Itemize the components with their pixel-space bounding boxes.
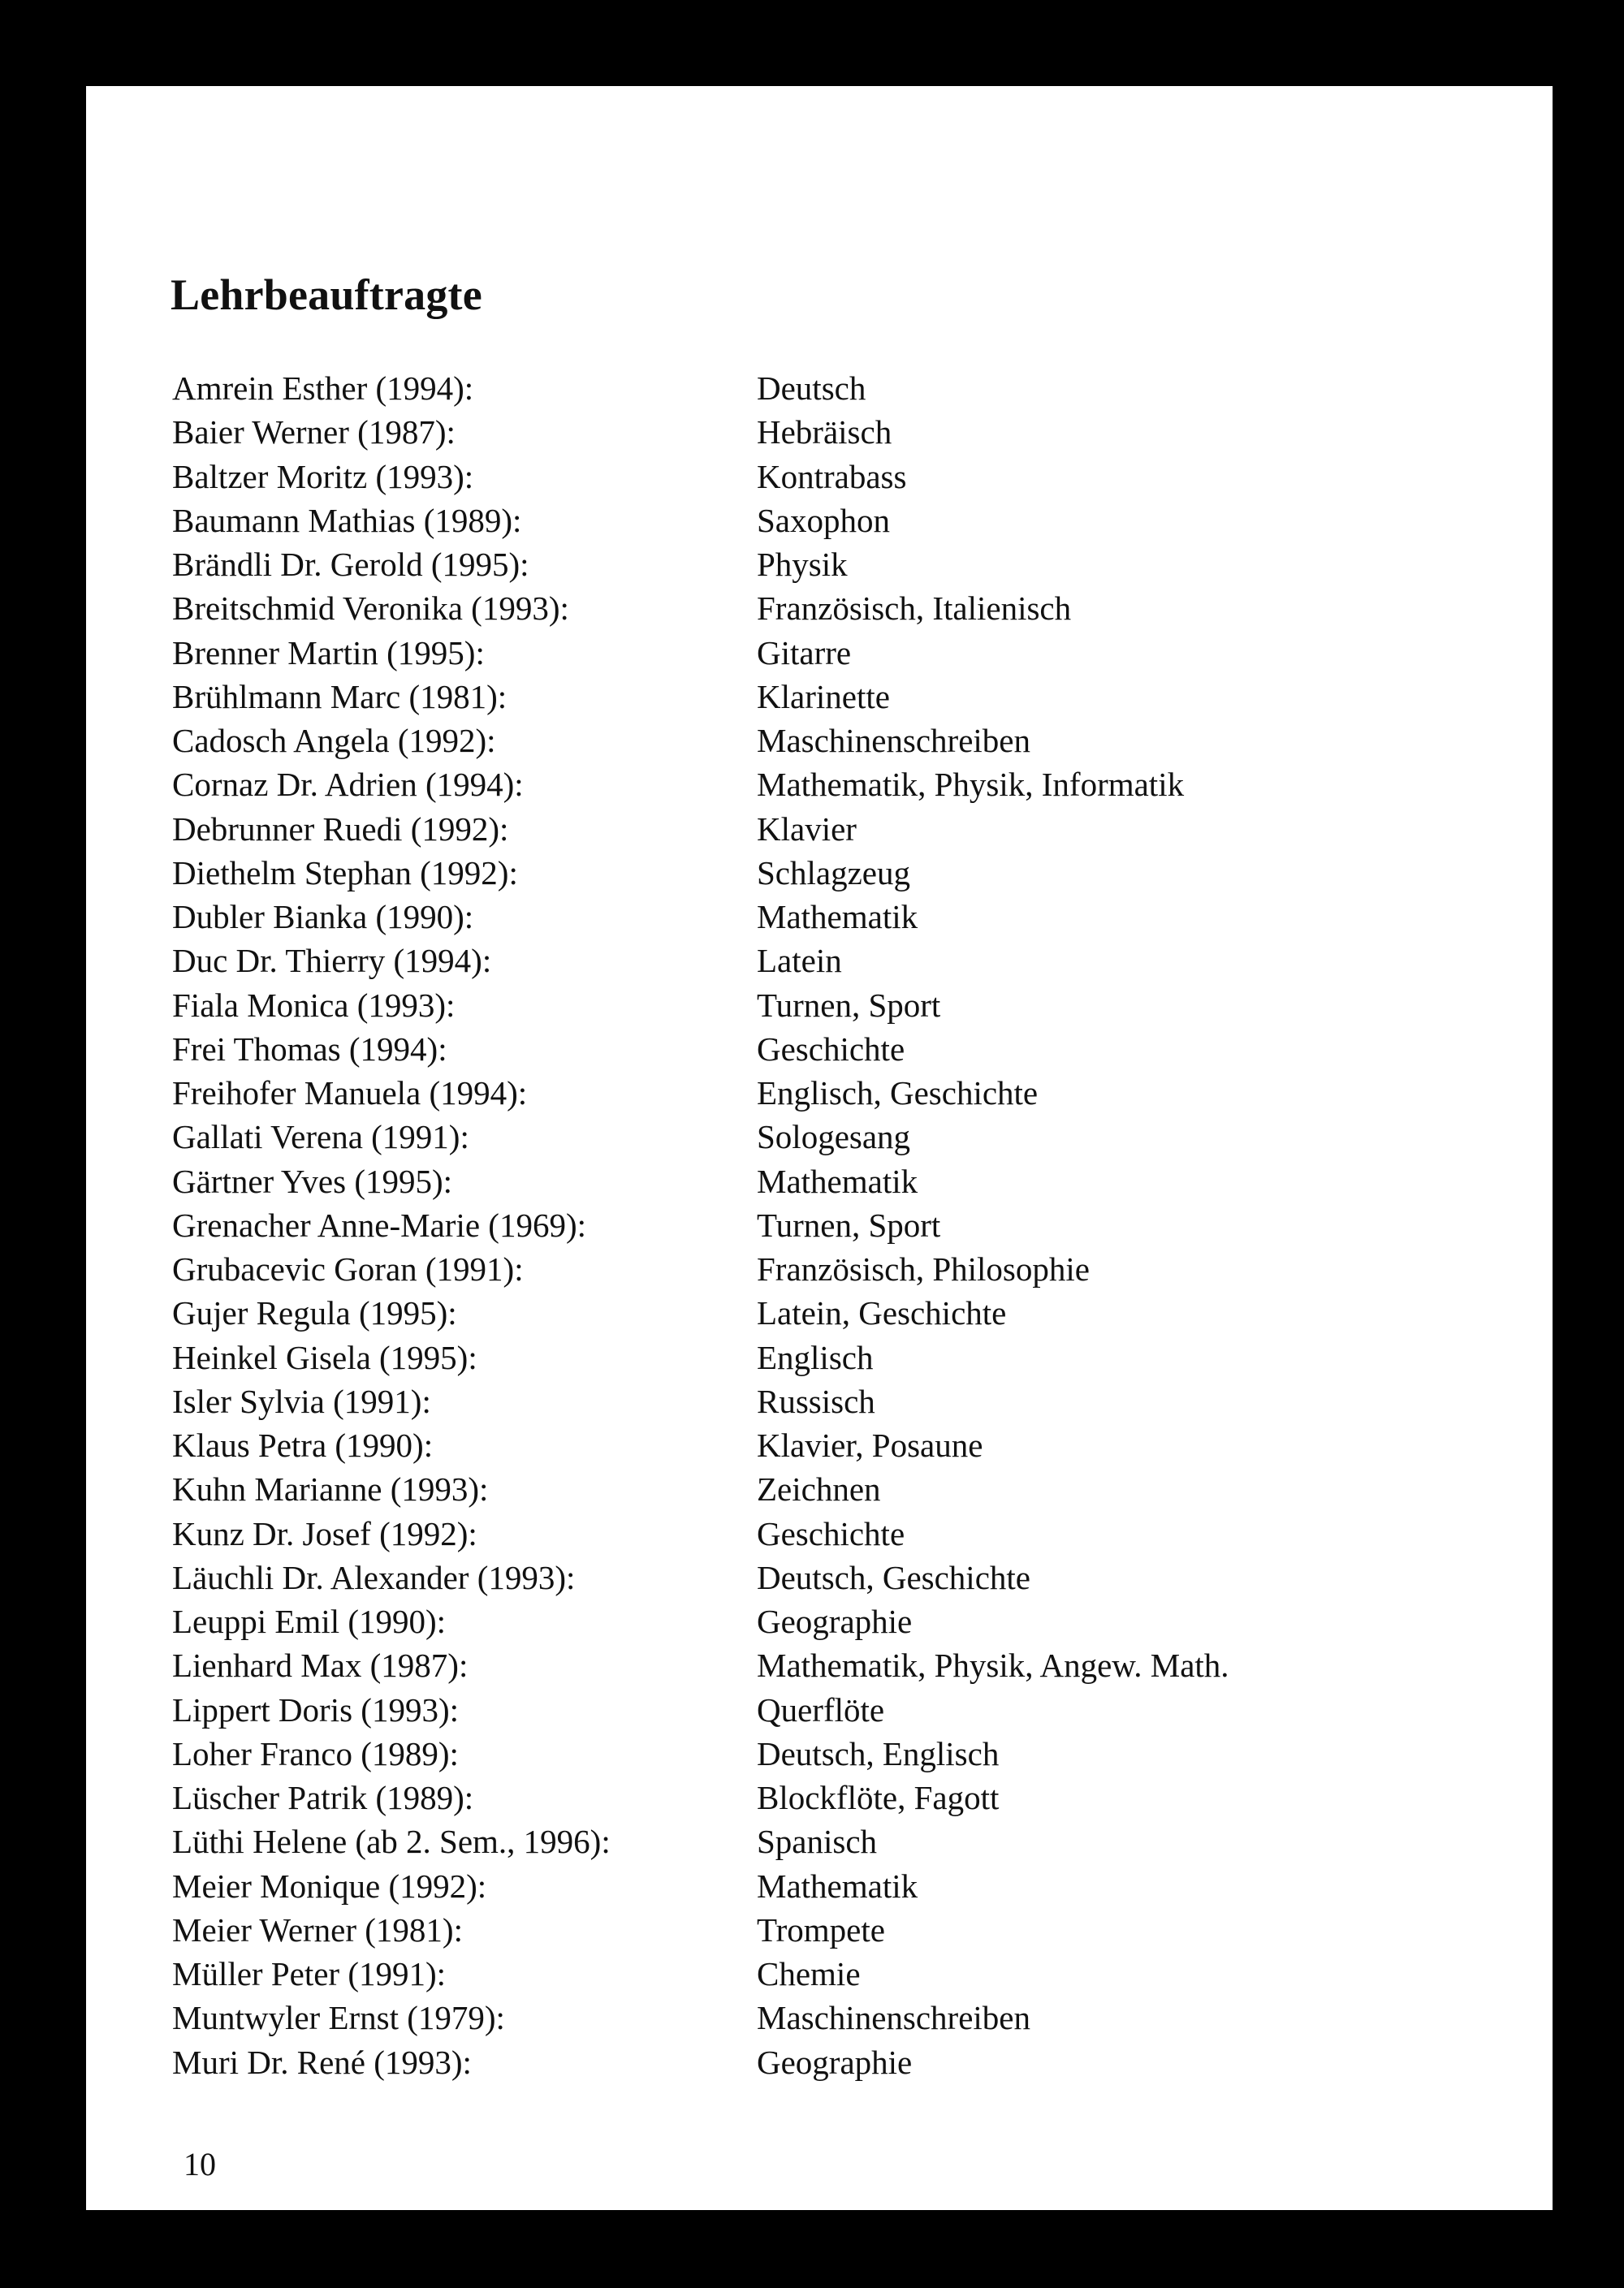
list-item — [172, 1247, 1488, 1291]
lecturer-name: Amrein Esther (1994): — [172, 369, 474, 407]
lecturer-subject: Blockflöte, Fagott — [757, 1779, 1000, 1816]
lecturer-subject: Russisch — [757, 1382, 875, 1420]
list-item — [172, 1556, 1488, 1599]
lecturer-subject: Mathematik, Physik, Informatik — [757, 766, 1185, 804]
lecturer-name: Grubacevic Goran (1991): — [172, 1250, 524, 1288]
list-item — [172, 675, 1488, 719]
lecturer-subject: Englisch, Geschichte — [757, 1074, 1039, 1112]
lecturer-subject: Mathematik — [757, 1867, 918, 1905]
lecturer-subject: Klarinette — [757, 677, 890, 715]
lecturer-name: Brühlmann Marc (1981): — [172, 677, 508, 715]
list-item — [172, 762, 1488, 806]
list-item — [172, 1688, 1488, 1732]
list-item — [172, 1864, 1488, 1908]
list-item — [172, 2040, 1488, 2084]
lecturer-subject: Englisch — [757, 1338, 874, 1376]
list-item — [172, 1159, 1488, 1203]
list-item — [172, 1908, 1488, 1952]
list-item — [172, 366, 1488, 410]
list-item — [172, 939, 1488, 982]
page-heading: Lehrbeauftragte — [171, 270, 482, 319]
lecturer-name: Müller Peter (1991): — [172, 1955, 447, 1992]
list-item — [172, 1115, 1488, 1159]
lecturer-name: Leuppi Emil (1990): — [172, 1603, 447, 1640]
list-item — [172, 1071, 1488, 1115]
lecturer-subject: Physik — [757, 546, 848, 583]
lecturer-name: Loher Franco (1989): — [172, 1734, 459, 1772]
lecturer-subject: Trompete — [757, 1910, 885, 1949]
list-item — [172, 1776, 1488, 1820]
lecturer-name: Läuchli Dr. Alexander (1993): — [172, 1558, 576, 1596]
list-item — [172, 1996, 1488, 2040]
lecturer-name: Grenacher Anne-Marie (1969): — [172, 1206, 586, 1244]
page-number: 10 — [184, 2146, 216, 2182]
lecturer-subject: Französisch, Italienisch — [757, 589, 1072, 628]
list-item — [172, 1203, 1488, 1247]
lecturer-name: Heinkel Gisela (1995): — [172, 1338, 477, 1376]
lecturer-name: Muntwyler Ernst (1979): — [172, 1999, 505, 2037]
list-item — [172, 719, 1488, 762]
lecturer-subject: Klavier — [757, 809, 857, 848]
lecturer-name: Lippert Doris (1993): — [172, 1690, 459, 1729]
lecturer-name: Baumann Mathias (1989): — [172, 501, 522, 539]
list-item — [172, 410, 1488, 454]
lecturer-name: Lüscher Patrik (1989): — [172, 1779, 474, 1816]
lecturer-name: Gallati Verena (1991): — [172, 1118, 469, 1156]
list-item — [172, 1423, 1488, 1467]
lecturer-name: Lüthi Helene (ab 2. Sem., 1996): — [172, 1823, 611, 1861]
list-item — [172, 1599, 1488, 1643]
lecturer-subject: Maschinenschreiben — [757, 1999, 1030, 2037]
lecturer-name: Brenner Martin (1995): — [172, 633, 485, 671]
lecturer-subject: Chemie — [757, 1955, 861, 1992]
lecturer-subject: Deutsch, Geschichte — [757, 1558, 1030, 1596]
list-item — [172, 1820, 1488, 1863]
lecturer-subject: Gitarre — [757, 633, 852, 671]
lecturer-name: Cornaz Dr. Adrien (1994): — [172, 766, 524, 804]
list-item — [172, 631, 1488, 675]
list-item — [172, 586, 1488, 630]
list-item — [172, 1952, 1488, 1996]
lecturer-subject: Latein, Geschichte — [757, 1294, 1007, 1332]
lecturer-subject: Französisch, Philosophie — [757, 1250, 1090, 1288]
lecturer-subject: Turnen, Sport — [757, 1206, 941, 1244]
lecturer-subject: Latein — [757, 942, 842, 980]
lecturer-name: Isler Sylvia (1991): — [172, 1382, 431, 1420]
lecturer-subject: Querflöte — [757, 1690, 885, 1729]
list-item — [172, 807, 1488, 851]
lecturer-subject: Sologesang — [757, 1118, 911, 1156]
lecturer-subject: Spanisch — [757, 1823, 878, 1861]
lecturer-name: Debrunner Ruedi (1992): — [172, 809, 509, 848]
list-item — [172, 1336, 1488, 1379]
list-item — [172, 1512, 1488, 1556]
list-item — [172, 1379, 1488, 1423]
lecturer-name: Baltzer Moritz (1993): — [172, 457, 474, 495]
lecturer-name: Baier Werner (1987): — [172, 413, 456, 451]
lecturer-name: Meier Monique (1992): — [172, 1867, 487, 1905]
lecturer-name: Dubler Bianka (1990): — [172, 898, 474, 935]
lecturer-name: Kuhn Marianne (1993): — [172, 1470, 489, 1509]
lecturer-subject: Schlagzeug — [757, 853, 910, 891]
lecturer-subject: Zeichnen — [757, 1470, 881, 1509]
lecturer-name: Gärtner Yves (1995): — [172, 1162, 453, 1200]
lecturer-subject: Deutsch — [757, 369, 866, 407]
lecturer-subject: Turnen, Sport — [757, 986, 941, 1024]
lecturer-subject: Geographie — [757, 2043, 913, 2081]
list-item — [172, 851, 1488, 895]
lecturer-subject: Mathematik — [757, 898, 918, 935]
lecturer-subject: Hebräisch — [757, 413, 892, 451]
lecturer-name: Freihofer Manuela (1994): — [172, 1074, 528, 1112]
lecturer-subject: Mathematik, Physik, Angew. Math. — [757, 1647, 1229, 1685]
lecturer-name: Cadosch Angela (1992): — [172, 722, 496, 759]
list-item — [172, 1467, 1488, 1511]
list-item — [172, 895, 1488, 939]
lecturer-subject: Geographie — [757, 1603, 913, 1640]
lecturer-subject: Kontrabass — [757, 457, 907, 495]
lecturer-subject: Maschinenschreiben — [757, 722, 1030, 759]
lecturer-name: Breitschmid Veronika (1993): — [172, 589, 569, 628]
lecturer-subject: Geschichte — [757, 1514, 905, 1552]
lecturer-subject: Geschichte — [757, 1030, 905, 1068]
lecturer-subject: Saxophon — [757, 501, 890, 539]
document-page — [86, 86, 1553, 2210]
list-item — [172, 455, 1488, 499]
lecturer-name: Diethelm Stephan (1992): — [172, 853, 518, 891]
lecturer-name: Fiala Monica (1993): — [172, 986, 456, 1024]
list-item — [172, 1027, 1488, 1071]
list-item — [172, 542, 1488, 586]
list-item — [172, 1732, 1488, 1776]
lecturer-name: Duc Dr. Thierry (1994): — [172, 942, 492, 980]
lecturer-name: Gujer Regula (1995): — [172, 1294, 457, 1332]
list-item — [172, 1291, 1488, 1335]
lecturer-subject: Deutsch, Englisch — [757, 1734, 1000, 1772]
list-item — [172, 1643, 1488, 1687]
lecturer-subject: Mathematik — [757, 1162, 918, 1200]
lecturer-subject: Klavier, Posaune — [757, 1427, 983, 1464]
lecturer-name: Klaus Petra (1990): — [172, 1427, 434, 1464]
lecturer-name: Brändli Dr. Gerold (1995): — [172, 546, 529, 583]
lecturer-name: Frei Thomas (1994): — [172, 1030, 447, 1068]
lecturer-name: Kunz Dr. Josef (1992): — [172, 1514, 477, 1552]
lecturer-list — [172, 366, 1488, 2084]
lecturer-name: Lienhard Max (1987): — [172, 1647, 469, 1685]
lecturer-name: Meier Werner (1981): — [172, 1910, 463, 1949]
lecturer-name: Muri Dr. René (1993): — [172, 2043, 472, 2081]
list-item — [172, 983, 1488, 1027]
list-item — [172, 499, 1488, 542]
